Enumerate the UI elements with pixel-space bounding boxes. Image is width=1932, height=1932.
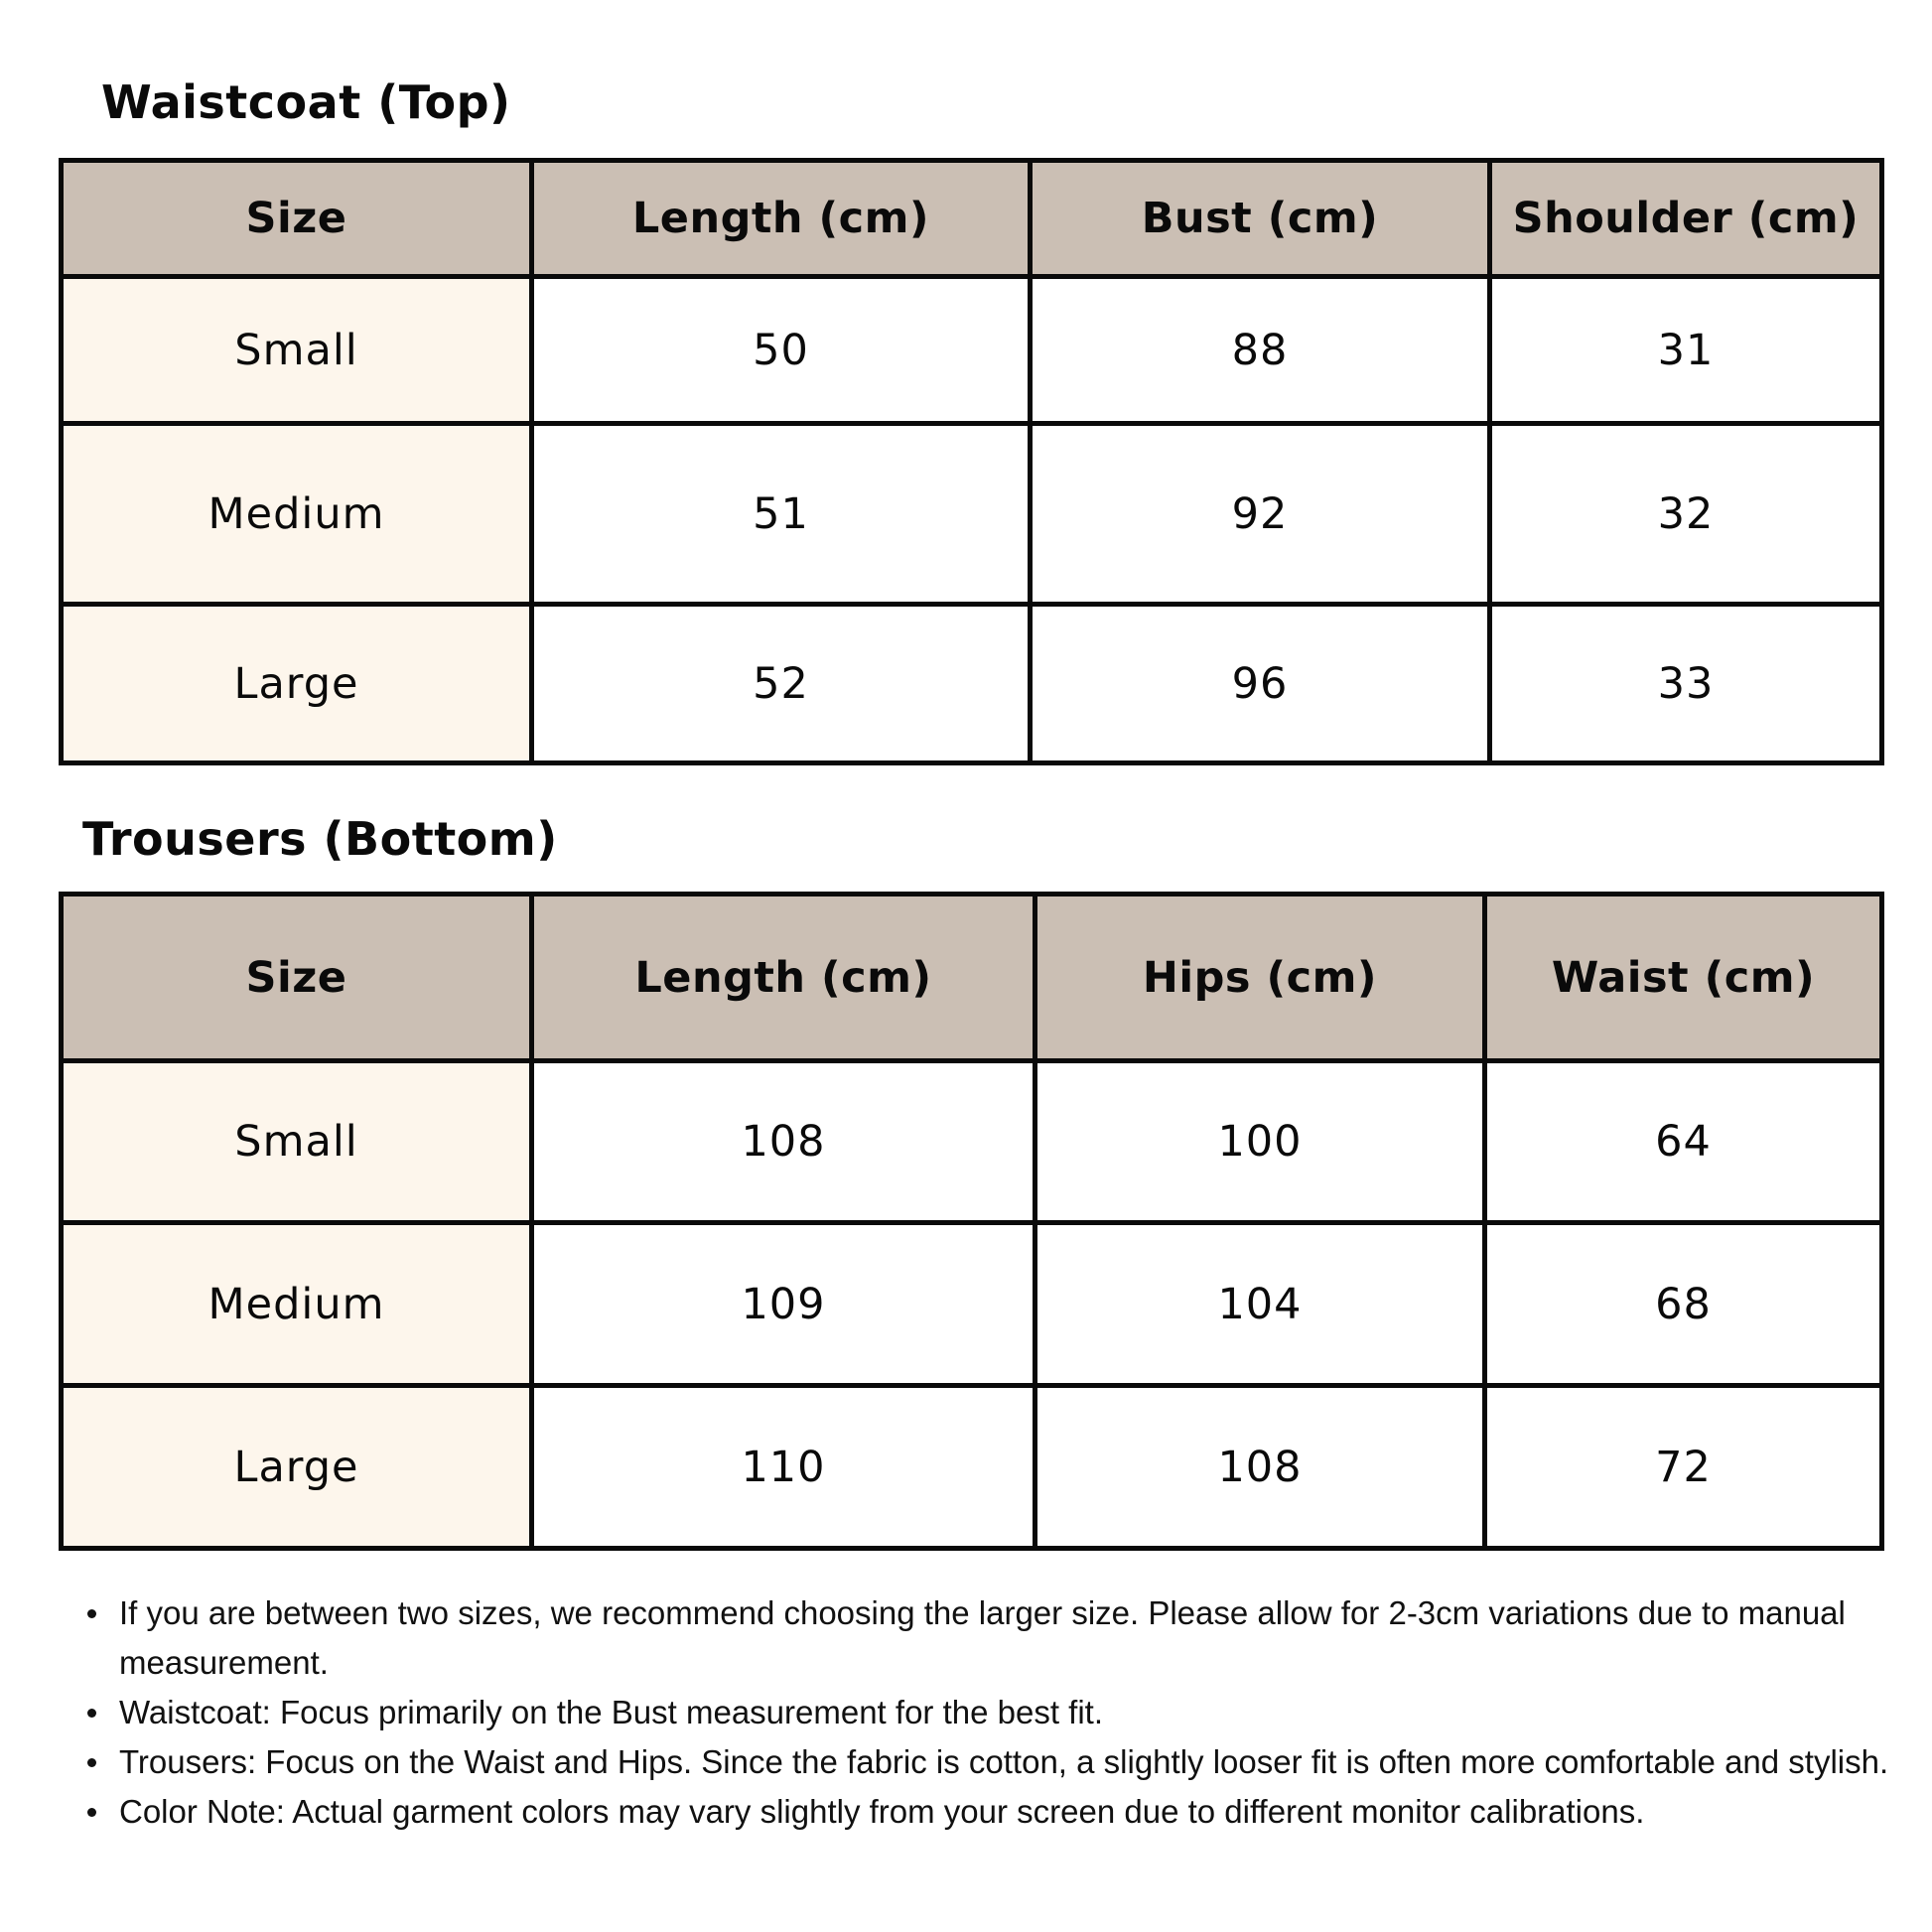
note-text: Waistcoat: Focus primarily on the Bust measurement for the best fit.: [119, 1694, 1103, 1730]
hips-cell: 104: [1035, 1223, 1485, 1386]
size-cell: Large: [62, 605, 532, 763]
size-cell: Medium: [62, 424, 532, 605]
waist-cell: 64: [1485, 1061, 1882, 1223]
note-item: [83, 1688, 1900, 1737]
note-text: If you are between two sizes, we recommend choosing the larger size. Please allow for 2-3cm variations due to manual measurement.: [119, 1594, 1846, 1681]
note-item: [83, 1737, 1900, 1787]
table-row: [62, 277, 1882, 424]
size-cell: Large: [62, 1386, 532, 1549]
column-header-shoulder: Shoulder (cm): [1490, 161, 1882, 277]
column-header-bust: Bust (cm): [1031, 161, 1490, 277]
waistcoat-size-table: [59, 158, 1884, 765]
column-header-hips: Hips (cm): [1035, 895, 1485, 1061]
size-cell: Small: [62, 1061, 532, 1223]
bust-cell: 96: [1031, 605, 1490, 763]
table-row: [62, 605, 1882, 763]
waist-cell: 72: [1485, 1386, 1882, 1549]
hips-cell: 100: [1035, 1061, 1485, 1223]
table-row: [62, 1061, 1882, 1223]
table-row: [62, 1386, 1882, 1549]
size-cell: Small: [62, 277, 532, 424]
length-cell: 50: [532, 277, 1031, 424]
waist-cell: 68: [1485, 1223, 1882, 1386]
column-header-waist: Waist (cm): [1485, 895, 1882, 1061]
bullet-icon: [87, 1758, 96, 1767]
length-cell: 52: [532, 605, 1031, 763]
note-item: [83, 1787, 1900, 1837]
bust-cell: 88: [1031, 277, 1490, 424]
column-header-size: Size: [62, 161, 532, 277]
size-cell: Medium: [62, 1223, 532, 1386]
shoulder-cell: 32: [1490, 424, 1882, 605]
note-item: [83, 1588, 1900, 1688]
length-cell: 108: [532, 1061, 1035, 1223]
length-cell: 109: [532, 1223, 1035, 1386]
bullet-icon: [87, 1609, 96, 1618]
table-header-row: [62, 161, 1882, 277]
table-row: [62, 424, 1882, 605]
bullet-icon: [87, 1808, 96, 1817]
trousers-section-title: Trousers (Bottom): [82, 812, 558, 866]
length-cell: 110: [532, 1386, 1035, 1549]
column-header-length: Length (cm): [532, 895, 1035, 1061]
table-header-row: [62, 895, 1882, 1061]
shoulder-cell: 33: [1490, 605, 1882, 763]
waistcoat-section-title: Waistcoat (Top): [101, 75, 511, 129]
column-header-size: Size: [62, 895, 532, 1061]
shoulder-cell: 31: [1490, 277, 1882, 424]
note-text: Color Note: Actual garment colors may vary slightly from your screen due to different monitor calibrations.: [119, 1793, 1645, 1830]
bust-cell: 92: [1031, 424, 1490, 605]
table-row: [62, 1223, 1882, 1386]
column-header-length: Length (cm): [532, 161, 1031, 277]
length-cell: 51: [532, 424, 1031, 605]
trousers-size-table: [59, 892, 1884, 1551]
sizing-notes-list: [83, 1588, 1900, 1837]
hips-cell: 108: [1035, 1386, 1485, 1549]
note-text: Trousers: Focus on the Waist and Hips. Since the fabric is cotton, a slightly looser fit is often more comfortable and stylish.: [119, 1743, 1889, 1780]
bullet-icon: [87, 1709, 96, 1718]
